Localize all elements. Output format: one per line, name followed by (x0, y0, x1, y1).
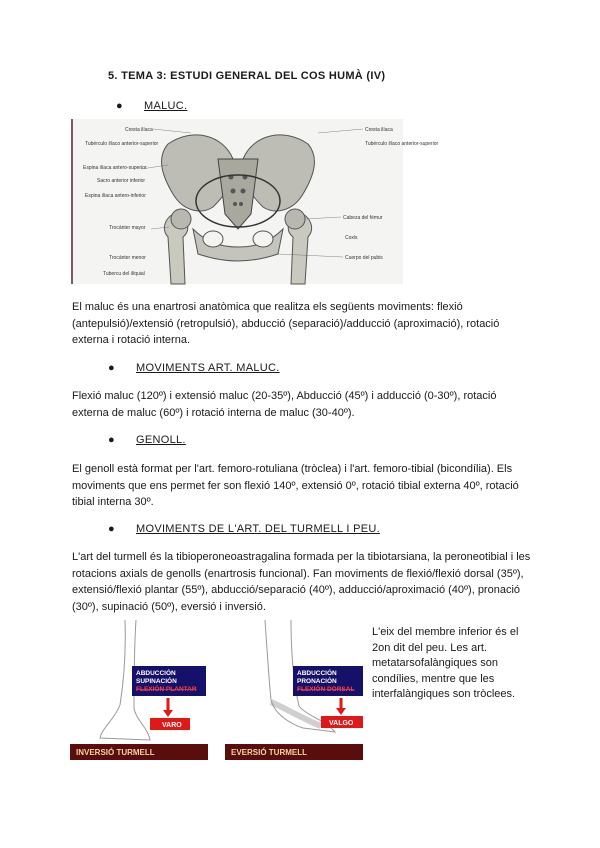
eix-paragraph: L'eix del membre inferior és el 2on dit del peu. Les art. metatarsofalàngiques son condílies, mentre que les interfalàngiques son tròclees. (372, 626, 519, 700)
genoll-paragraph: El genoll està format per l'art. femoro-rotuliana (tròclea) i l'art. femoro-tibial (bicondília). Els moviments que ens permet fer son flexió 140º, extensió 0º, rotació tibial externa 40º, rotació tibial interna 30º. (72, 463, 519, 508)
pelvis-right-labels (343, 127, 439, 261)
eversion-svg (225, 620, 363, 762)
inv-box-line-1: SUPINACIÓN (136, 678, 177, 685)
ev-arrow-label: VALGO (329, 720, 354, 727)
bullet-icon: ● (108, 362, 115, 374)
label-l0: Cresta ilíaca (125, 127, 153, 133)
maluc-paragraph: El maluc és una enartrosi anatòmica que realitza els següents moviments: flexió (antepulsió)/extensió (retropulsió), abducció (separació)/adducció (aproximació), rotació externa i rotació interna. (72, 301, 500, 346)
pelvis-svg (73, 119, 439, 284)
ev-box-line-1: PRONACIÓN (297, 678, 337, 685)
label-r2: Cabeza del fémur (343, 215, 383, 221)
heading-moviments-maluc-label: MOVIMENTS ART. MALUC. (136, 362, 280, 374)
ev-caption: EVERSIÓ TURMELL (231, 748, 308, 757)
inversion-svg (70, 620, 208, 762)
ev-box-line-2: FLEXIÓN DORSAL (297, 686, 355, 693)
pelvis-illustration (71, 119, 439, 284)
bullet-icon: ● (108, 434, 115, 446)
label-l6: Trocánter menor (109, 255, 146, 261)
heading-maluc (116, 100, 188, 112)
label-r0: Cresta ilíaca (365, 127, 393, 133)
inv-caption: INVERSIÓ TURMELL (76, 748, 155, 757)
inv-arrow-label: VARO (162, 722, 182, 729)
page-title: 5. TEMA 3: ESTUDI GENERAL DEL COS HUMÀ (IV) (108, 70, 386, 82)
label-l1: Tubérculo ilíaco anterior-superior (85, 141, 159, 147)
pelvis-left-labels (83, 127, 159, 277)
label-r1: Tubérculo ilíaco anterior-superior (365, 141, 439, 147)
label-l5: Trocánter mayor (109, 225, 146, 231)
ev-box-line-0: ABDUCCIÓN (297, 670, 337, 677)
label-l2: Espina ilíaca antero-superior (83, 165, 147, 171)
heading-turmell (108, 523, 380, 535)
heading-genoll (108, 434, 186, 446)
label-l7: Tubercu del ilíquial (103, 271, 145, 277)
label-l4: Espina ilíaca antero-inferior (85, 193, 146, 199)
turmell-paragraph: L'art del turmell és la tibioperoneoastragalina formada per la tibiotarsiana, la peroneotibial i les rotacions axials de genolls (enartrosis funcional). Fan moviments de flexió/flexió dorsal (35º), extensió/flexió plantar (55º), abducció/separació (40º), adducció/aproximació (40º), pronació (30º), supinació (50º), eversió i inversió. (72, 551, 531, 613)
heading-genoll-label: GENOLL. (136, 434, 186, 446)
label-r3: Coxis (345, 235, 358, 241)
moviments-maluc-paragraph: Flexió maluc (120º) i extensió maluc (20-35º), Abducció (45º) i adducció (0-30º), rotació externa de maluc (60º) i rotació interna de maluc (30-40º). (72, 390, 497, 419)
inversion-figure (70, 620, 208, 762)
heading-moviments-maluc (108, 362, 280, 374)
inv-box-line-0: ABDUCCIÓN (136, 670, 176, 677)
bullet-icon: ● (116, 100, 123, 112)
inv-box-line-2: FLEXIÓN PLANTAR (136, 686, 197, 693)
eversion-figure (225, 620, 363, 762)
label-l3: Sacro anterior inferior (97, 178, 146, 184)
label-r4: Cuerpo del pubis (345, 255, 383, 261)
heading-turmell-label: MOVIMENTS DE L'ART. DEL TURMELL I PEU. (136, 523, 380, 535)
bullet-icon: ● (108, 523, 115, 535)
heading-maluc-label: MALUC. (144, 100, 188, 112)
